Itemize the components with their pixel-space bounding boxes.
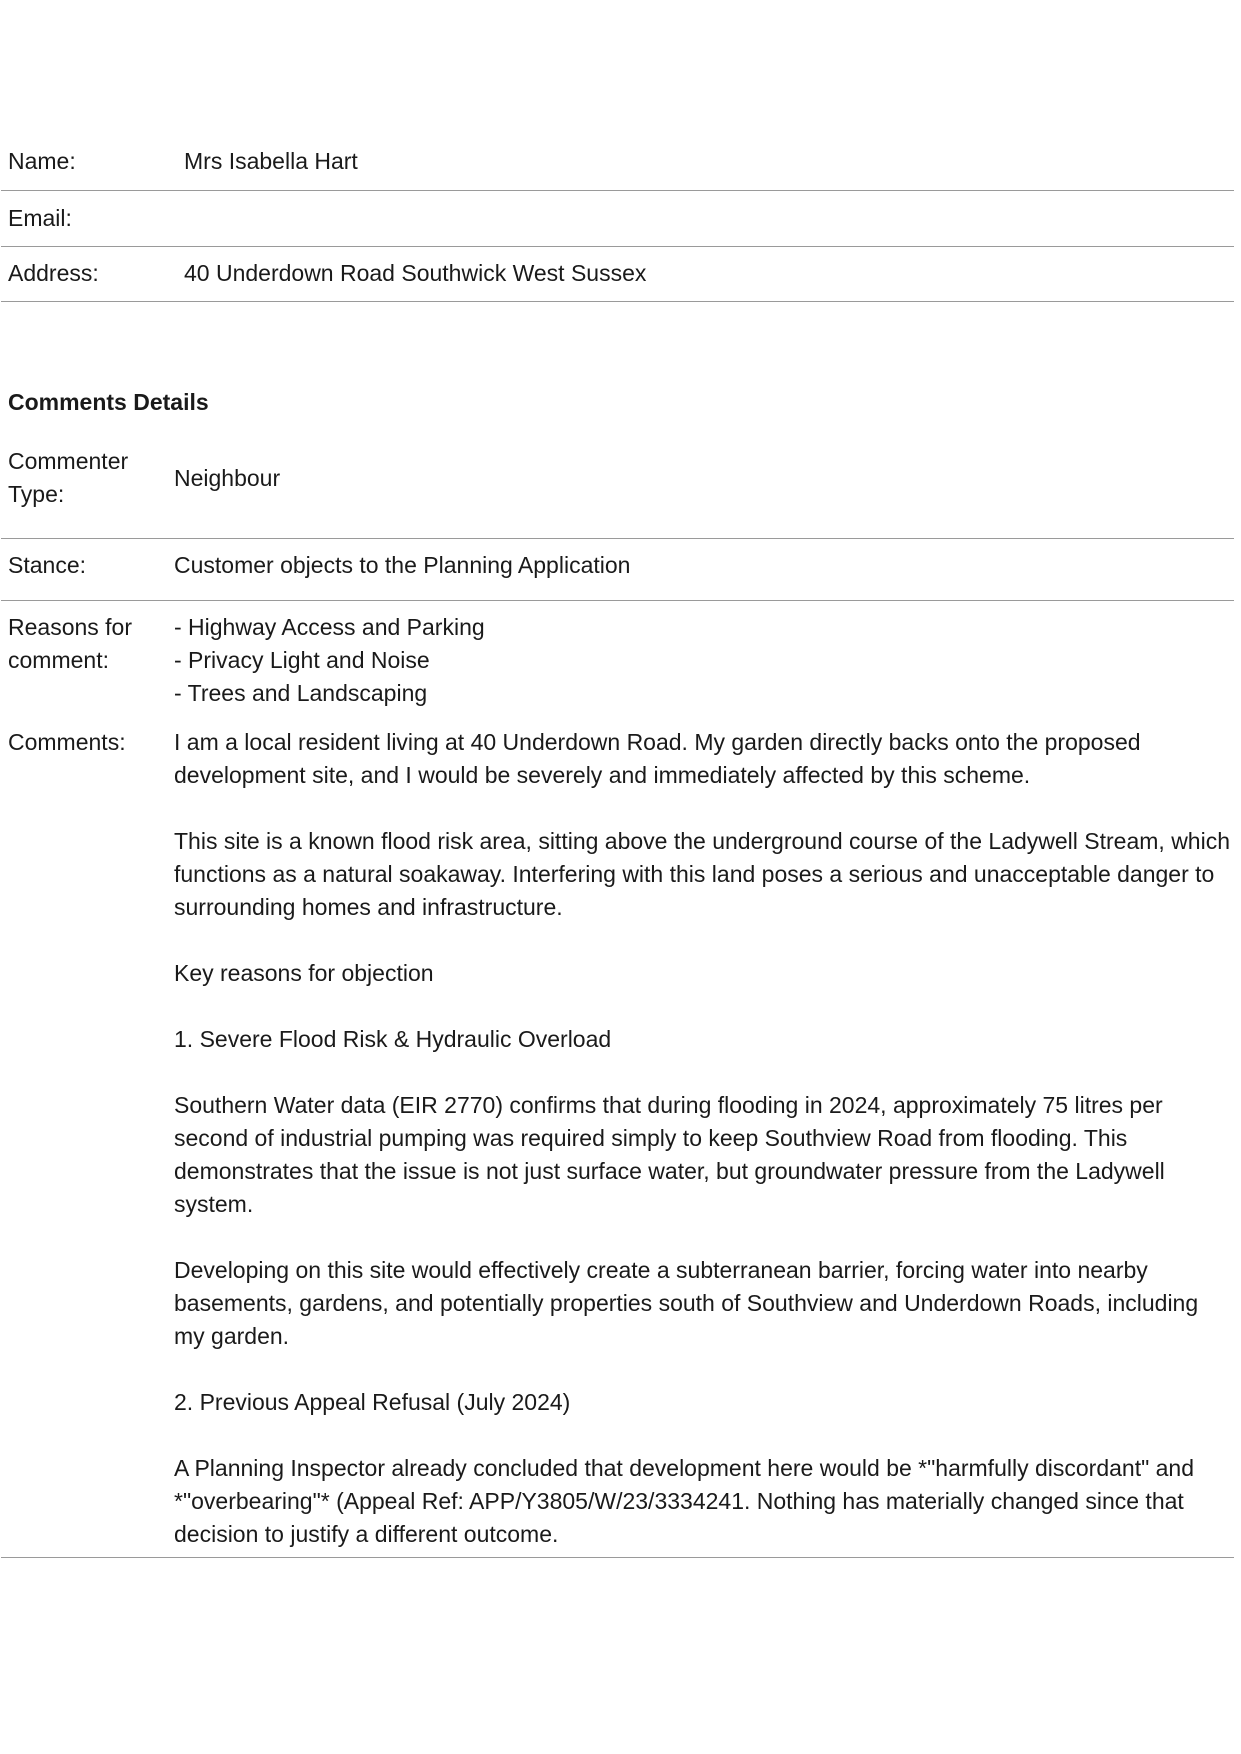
reasons-label: Reasons for comment: [8, 614, 133, 673]
comments-details-heading: Comments Details [8, 389, 209, 415]
address-label: Address: [8, 260, 99, 286]
reason-item: - Privacy Light and Noise [174, 647, 430, 673]
name-label: Name: [8, 148, 76, 174]
email-label: Email: [8, 205, 72, 231]
comments-details-table [1, 445, 1234, 1558]
comment-paragraph: A Planning Inspector already concluded that development here would be *"harmfully discordant" and *"overbearing"* (Appeal Ref: APP/Y3805/W/23/3334241. Nothing has materially changed since that decision to justify a different outcome. [174, 1455, 1195, 1547]
comment-paragraph: Southern Water data (EIR 2770) confirms that during flooding in 2024, approximately 75 litres per second of industrial pumping was required simply to keep Southview Road from flooding. This demonstrates that the issue is not just surface water, but groundwater pressure from the Ladywell system. [174, 1092, 1165, 1217]
name-row [1, 148, 1234, 191]
stance-label: Stance: [8, 552, 86, 578]
comments-body [174, 726, 1234, 1551]
email-row [1, 191, 1234, 247]
reasons-list [174, 611, 1234, 710]
comment-paragraph: 2. Previous Appeal Refusal (July 2024) [174, 1389, 571, 1415]
comment-paragraph: I am a local resident living at 40 Underdown Road. My garden directly backs onto the proposed development site, and I would be severely and immediately affected by this scheme. [174, 729, 1141, 788]
reasons-row [1, 601, 1234, 727]
name-value: Mrs Isabella Hart [184, 148, 358, 174]
comments-label: Comments: [8, 729, 126, 755]
reason-item: - Highway Access and Parking [174, 614, 485, 640]
comment-paragraph: This site is a known flood risk area, sitting above the underground course of the Ladywell Stream, which functions as a natural soakaway. Interfering with this land poses a serious and unacceptable danger to surrounding homes and infrastructure. [174, 828, 1231, 920]
comment-paragraph: Key reasons for objection [174, 960, 434, 986]
reason-item: - Trees and Landscaping [174, 680, 428, 706]
address-row [1, 247, 1234, 302]
comments-row [1, 726, 1234, 1558]
address-value: 40 Underdown Road Southwick West Sussex [184, 260, 647, 286]
commenter-type-value: Neighbour [174, 465, 281, 491]
comment-paragraph: Developing on this site would effectively create a subterranean barrier, forcing water into nearby basements, gardens, and potentially properties south of Southview and Underdown Roads, including my garden. [174, 1257, 1199, 1349]
comment-paragraph: 1. Severe Flood Risk & Hydraulic Overload [174, 1026, 612, 1052]
stance-row [1, 539, 1234, 601]
commenter-type-label: Commenter Type: [8, 448, 129, 507]
contact-details-table [1, 148, 1234, 302]
commenter-type-row [1, 445, 1234, 539]
stance-value: Customer objects to the Planning Application [174, 552, 631, 578]
